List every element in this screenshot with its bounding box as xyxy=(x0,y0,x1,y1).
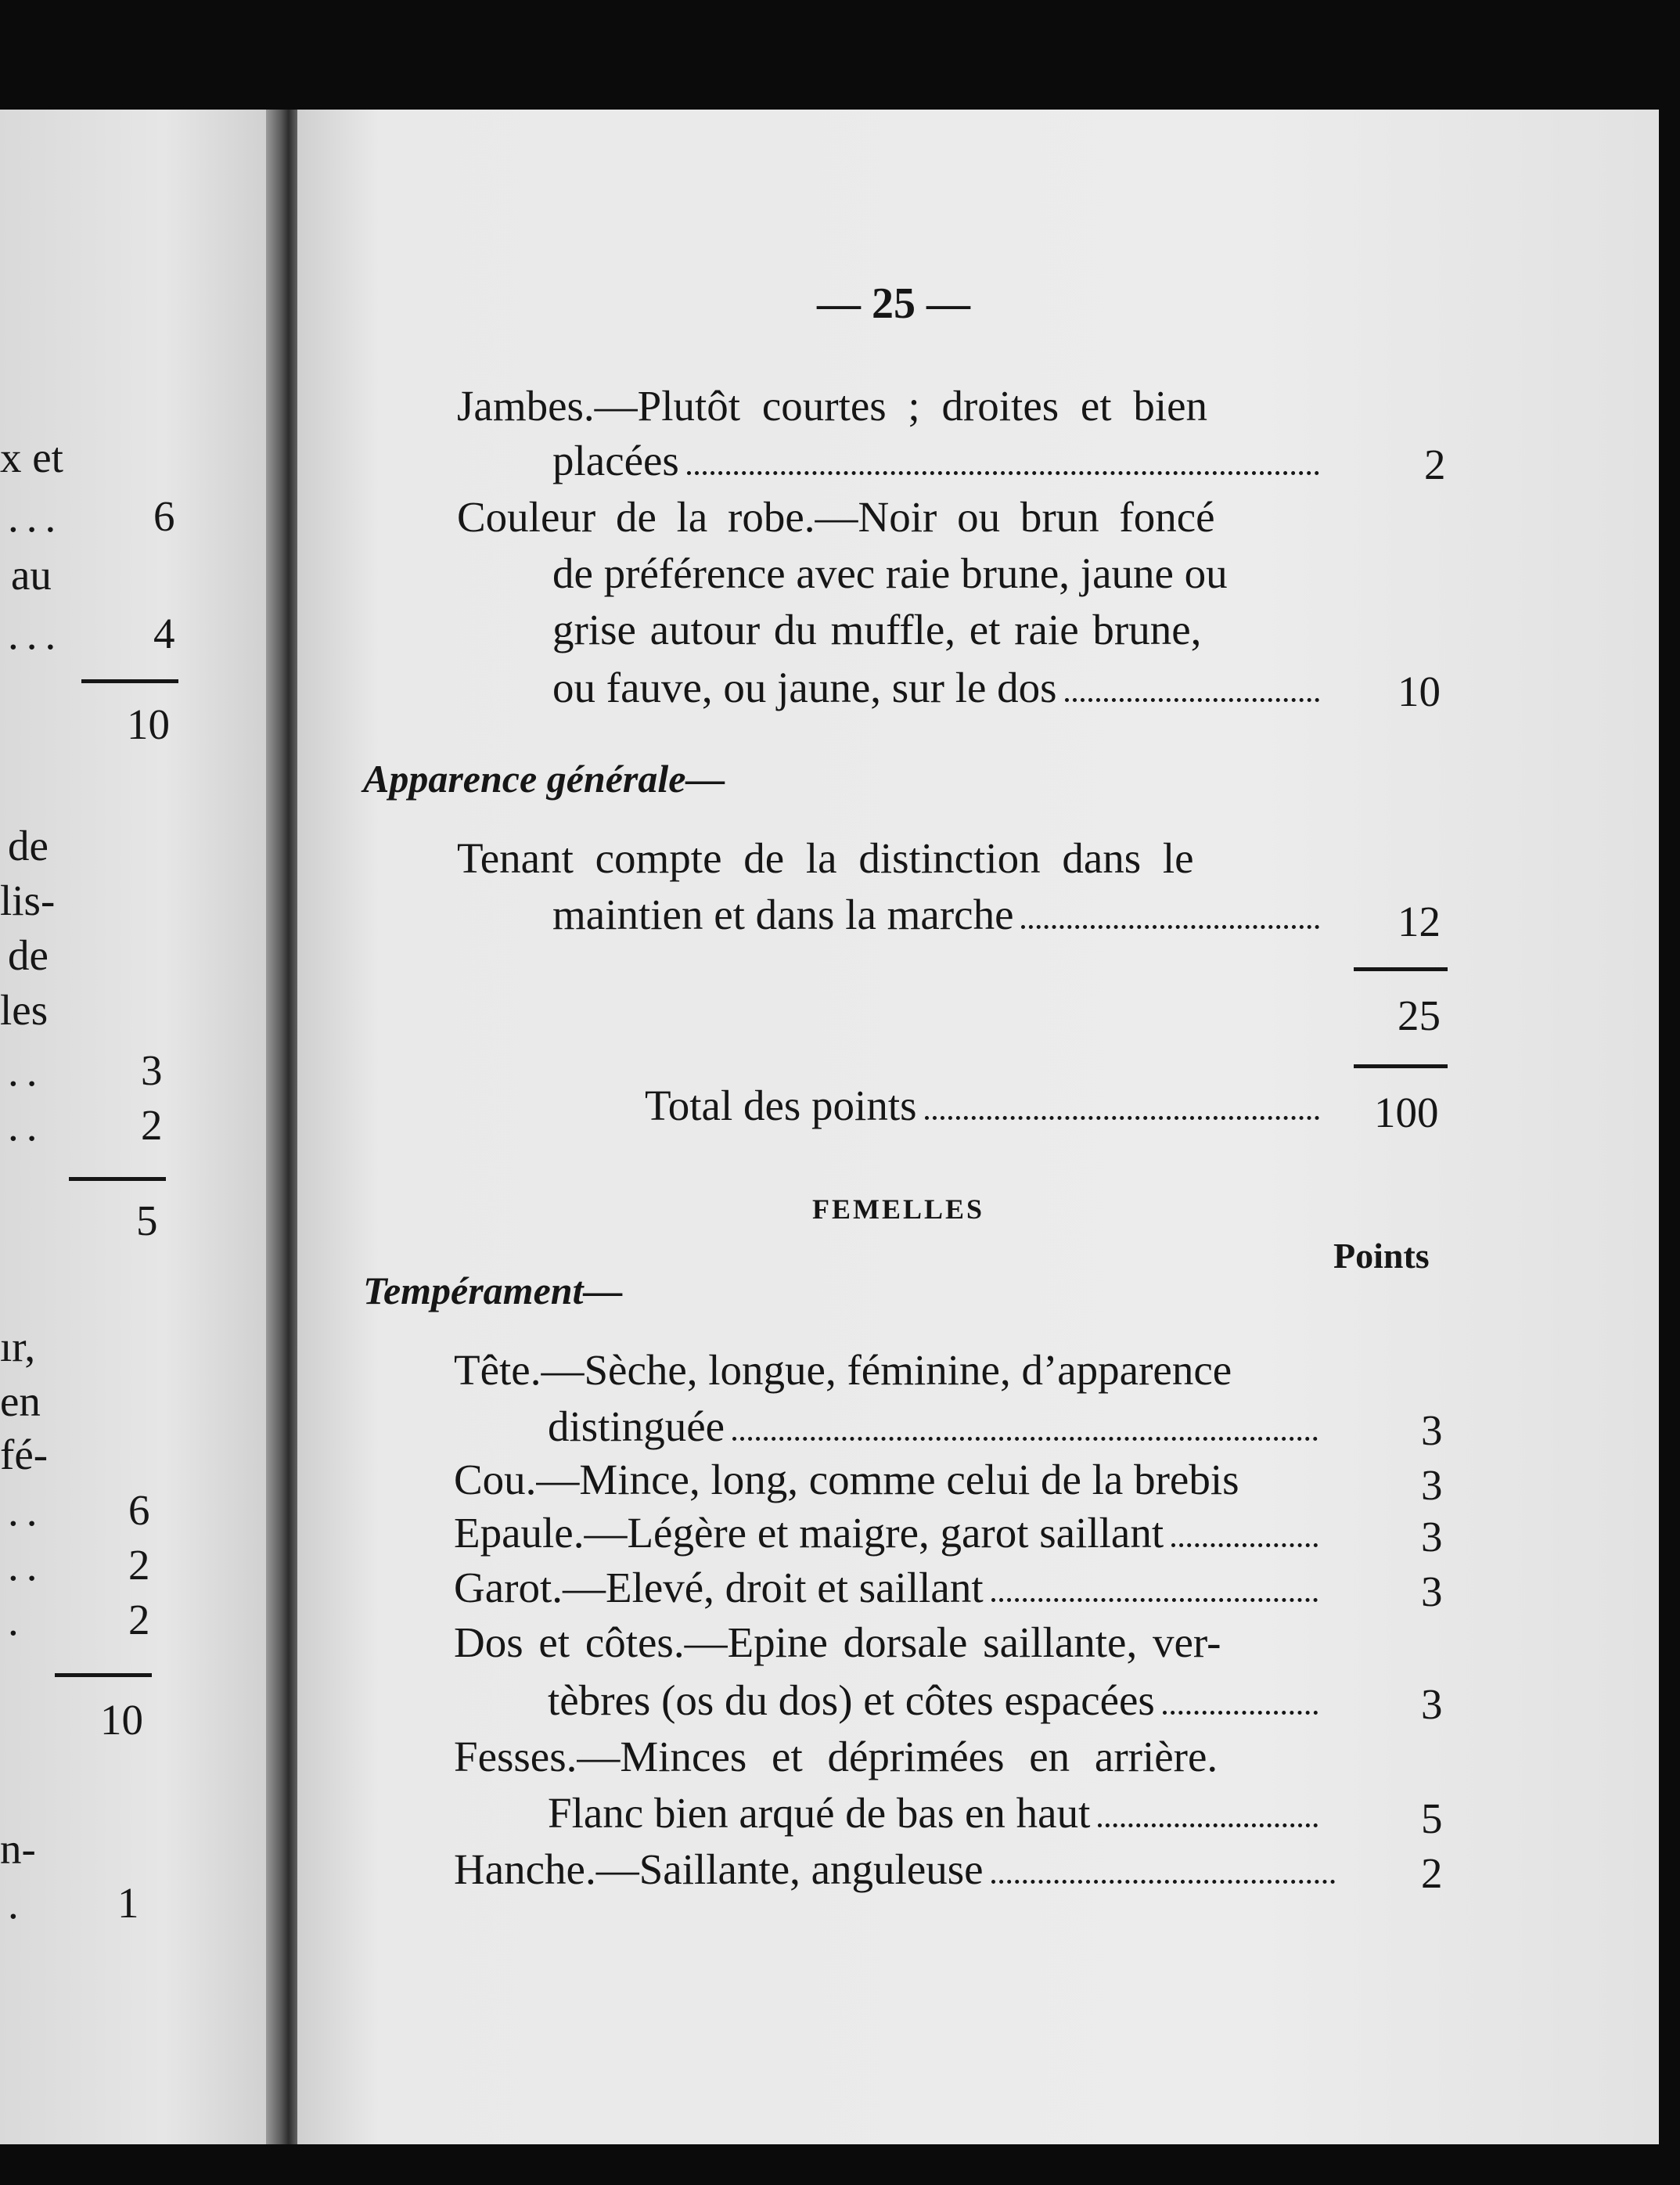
left-sum: 5 xyxy=(136,1197,158,1244)
left-points: 2 xyxy=(128,1596,150,1643)
total-line: Total des points xyxy=(645,1080,1324,1132)
left-fragment: .. xyxy=(8,1487,45,1535)
section-heading-femelles: FEMELLES xyxy=(812,1193,985,1225)
left-fragment: ... xyxy=(8,493,64,541)
points-value: 10 xyxy=(1398,668,1441,715)
points-value: 2 xyxy=(1421,1849,1443,1897)
entry-couleur-line2: de préférence avec raie brune, jaune ou xyxy=(552,549,1228,597)
entry-jambes-line1: Jambes.—Plutôt courtes ; droites et bien xyxy=(457,382,1208,430)
left-fragment: n- xyxy=(0,1825,36,1873)
left-points: 4 xyxy=(153,610,175,657)
entry-hanche: Hanche.—Saillante, anguleuse xyxy=(454,1844,1340,1895)
points-value: 3 xyxy=(1421,1513,1443,1560)
points-value: 12 xyxy=(1398,898,1441,945)
sum-rule xyxy=(55,1673,152,1677)
left-fragment: . xyxy=(8,1596,19,1644)
total-value: 100 xyxy=(1374,1089,1439,1136)
page-number: — 25 — xyxy=(817,279,970,328)
points-value: 3 xyxy=(1421,1568,1443,1615)
points-value: 5 xyxy=(1421,1794,1443,1842)
entry-garot: Garot.—Elevé, droit et saillant xyxy=(454,1562,1322,1614)
left-points: 6 xyxy=(153,492,175,540)
sum-rule xyxy=(81,679,178,683)
left-fragment: .. xyxy=(8,1542,45,1589)
left-fragment: .. xyxy=(8,1047,45,1095)
section-heading-temperament: Tempérament— xyxy=(363,1269,623,1312)
sum-rule xyxy=(1354,967,1448,971)
subtotal-value: 25 xyxy=(1398,992,1441,1039)
points-value: 3 xyxy=(1421,1461,1443,1509)
entry-couleur-line1: Couleur de la robe.—Noir ou brun foncé xyxy=(457,493,1215,541)
left-fragment: ır, xyxy=(0,1323,36,1370)
left-sum: 10 xyxy=(100,1696,143,1744)
left-fragment: de xyxy=(8,931,49,979)
entry-jambes-line2: placées xyxy=(552,435,1324,487)
entry-fesses-line2: Flanc bien arqué de bas en haut xyxy=(548,1787,1322,1839)
left-fragment: les xyxy=(0,986,49,1034)
left-points: 2 xyxy=(128,1541,150,1589)
points-value: 3 xyxy=(1421,1680,1443,1728)
left-fragment: fé- xyxy=(0,1431,49,1478)
entry-fesses-line1: Fesses.—Minces et déprimées en arrière. xyxy=(454,1733,1218,1780)
left-points: 3 xyxy=(141,1046,163,1094)
left-points: 1 xyxy=(117,1879,139,1927)
left-fragment: en xyxy=(0,1377,41,1425)
left-fragment: x et xyxy=(0,434,63,481)
points-column-header: Points xyxy=(1333,1236,1430,1276)
entry-tete-line2: distinguée xyxy=(548,1401,1322,1452)
left-points: 6 xyxy=(128,1486,150,1534)
entry-couleur-line4: ou fauve, ou jaune, sur le dos xyxy=(552,662,1324,714)
entry-tenant-line2: maintien et dans la marche xyxy=(552,889,1324,941)
left-fragment: ... xyxy=(8,610,64,658)
entry-dos-line2: tèbres (os du dos) et côtes espacées xyxy=(548,1675,1322,1726)
sum-rule xyxy=(69,1177,166,1181)
left-fragment: lis- xyxy=(0,877,56,924)
left-fragment: de xyxy=(8,822,49,869)
entry-tenant-line1: Tenant compte de la distinction dans le xyxy=(457,834,1194,882)
points-value: 3 xyxy=(1421,1406,1443,1454)
entry-tete-line1: Tête.—Sèche, longue, féminine, d’apparence xyxy=(454,1346,1232,1394)
entry-epaule: Epaule.—Légère et maigre, garot saillant xyxy=(454,1507,1322,1559)
entry-couleur-line3: grise autour du muffle, et raie brune, xyxy=(552,606,1202,653)
sum-rule xyxy=(1354,1064,1448,1068)
left-sum: 10 xyxy=(127,700,170,748)
left-fragment: . xyxy=(8,1880,19,1928)
points-value: 2 xyxy=(1424,441,1446,488)
left-fragment: .. xyxy=(8,1102,45,1150)
entry-dos-line1: Dos et côtes.—Epine dorsale saillante, ver- xyxy=(454,1618,1221,1666)
left-fragment: au xyxy=(11,551,52,599)
entry-cou: Cou.—Mince, long, comme celui de la brebis xyxy=(454,1456,1239,1503)
left-points: 2 xyxy=(141,1101,163,1149)
section-heading-apparence: Apparence générale— xyxy=(363,757,725,801)
